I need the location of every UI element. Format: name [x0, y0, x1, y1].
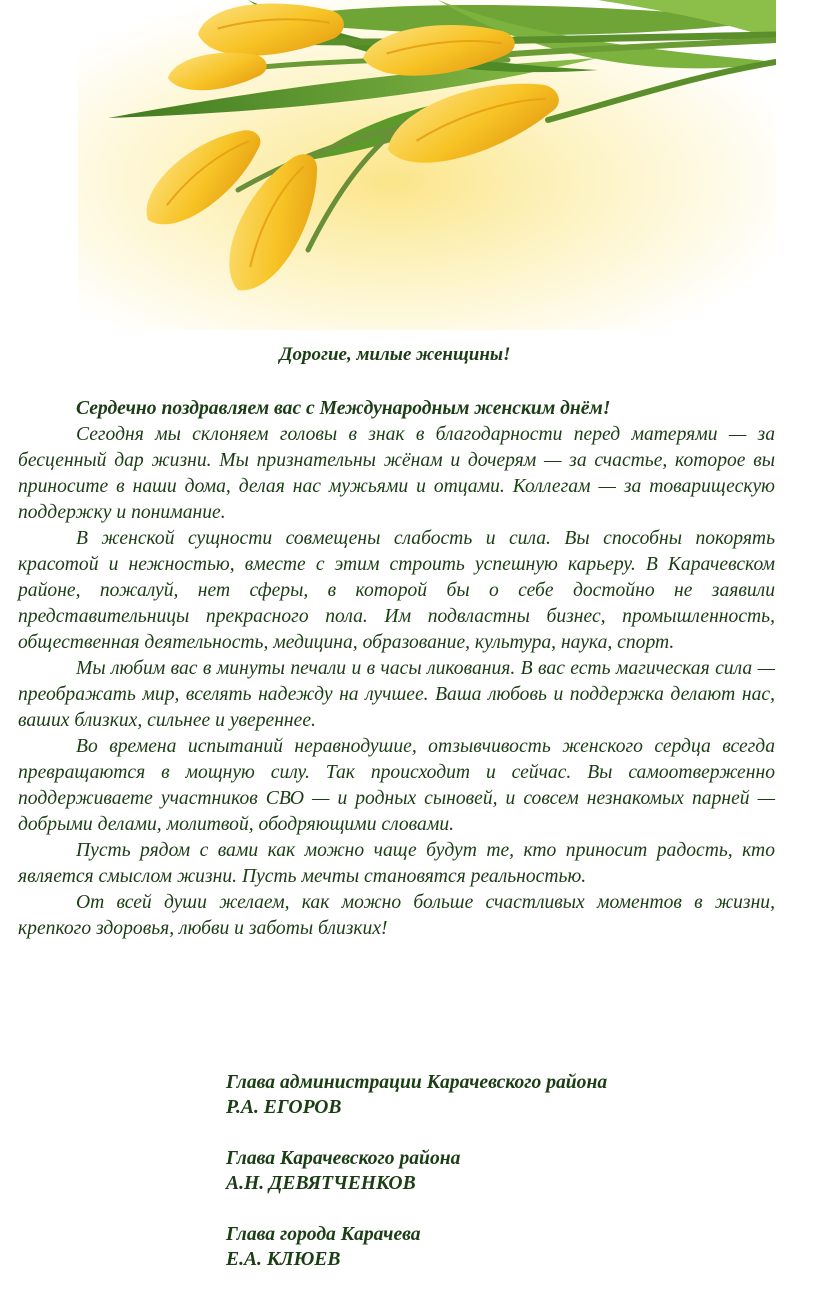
letter-body	[18, 396, 775, 942]
lead-paragraph: Сердечно поздравляем вас с Международным женским днём!	[76, 398, 611, 419]
signatures	[226, 1070, 786, 1298]
paragraph: Мы любим вас в минуты печали и в часы ликования. В вас есть магическая сила — преображать мир, вселять надежду на лучшее. Ваша любовь и поддержка делают нас, ваших близких, сильнее и увереннее.	[18, 658, 775, 731]
paragraph: От всей души желаем, как можно больше счастливых моментов в жизни, крепкого здоровья, любви и заботы близких!	[18, 892, 775, 939]
paragraph: Пусть рядом с вами как можно чаще будут те, кто приносит радость, кто является смыслом жизни. Пусть мечты становятся реальностью.	[18, 840, 775, 887]
signature-name: Р.А. ЕГОРОВ	[226, 1097, 342, 1118]
signature-block	[226, 1070, 786, 1120]
signature-title: Глава администрации Карачевского района	[226, 1072, 608, 1093]
tulips-illustration	[78, 0, 776, 330]
signature-name: А.Н. ДЕВЯТЧЕНКОВ	[226, 1173, 416, 1194]
signature-title: Глава города Карачева	[226, 1224, 421, 1245]
signature-title: Глава Карачевского района	[226, 1148, 461, 1169]
greeting-heading: Дорогие, милые женщины!	[279, 344, 511, 365]
signature-name: Е.А. КЛЮЕВ	[226, 1249, 341, 1270]
signature-block	[226, 1146, 786, 1196]
paragraph: В женской сущности совмещены слабость и сила. Вы способны покорять красотой и нежностью, вместе с этим строить успешную карьеру. В Карачевском районе, пожалуй, нет сферы, в которой бы о себе достойно не заявили представительницы прекрасного пола. Им подвластны бизнес, промышленность, общественная деятельность, медицина, образование, культура, наука, спорт.	[18, 528, 775, 653]
paragraph: Сегодня мы склоняем головы в знак в благодарности перед матерями — за бесценный дар жизни. Мы признательны жёнам и дочерям — за счастье, которое вы приносите в наши дома, делая нас мужьями и отцами. Коллегам — за товарищескую поддержку и понимание.	[18, 424, 775, 523]
signature-block	[226, 1222, 786, 1272]
paragraph: Во времена испытаний неравнодушие, отзывчивость женского сердца всегда превращаются в мощную силу. Так происходит и сейчас. Вы самоотверженно поддерживаете участников СВО — и родных сыновей, и совсем незнакомых парней — добрыми делами, молитвой, ободряющими словами.	[18, 736, 775, 835]
